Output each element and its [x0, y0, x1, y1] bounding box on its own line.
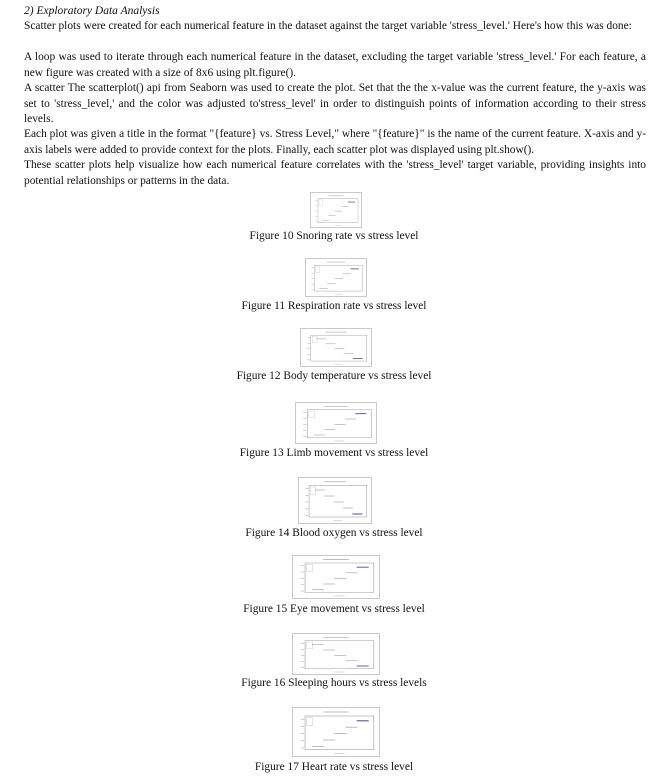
scatter-thumbnail-graphic	[306, 259, 366, 296]
thumb-legend	[312, 336, 317, 342]
figure-thumbnail	[310, 192, 362, 228]
thumb-legend	[316, 266, 320, 272]
figure-caption: Figure 14 Blood oxygen vs stress level	[245, 527, 423, 539]
figure-caption: Figure 11 Respiration rate vs stress level	[241, 300, 427, 312]
figure-caption: Figure 13 Limb movement vs stress level	[239, 447, 429, 459]
figure-caption: Figure 15 Eye movement vs stress level	[243, 603, 425, 615]
scatter-thumbnail-graphic	[293, 634, 379, 674]
scatter-thumbnail-graphic	[301, 329, 371, 366]
figure-thumbnail	[300, 328, 372, 367]
scatter-thumbnail-graphic	[296, 403, 376, 443]
scatter-thumbnail-graphic	[293, 708, 379, 756]
scatter-thumbnail-graphic	[311, 193, 361, 227]
figure-thumbnail	[305, 258, 367, 297]
figure-caption: Figure 17 Heart rate vs stress level	[254, 761, 414, 773]
figure-thumbnail	[292, 633, 380, 675]
figure-thumbnail	[292, 707, 380, 757]
figure-thumbnail	[292, 555, 380, 599]
figure-caption: Figure 12 Body temperature vs stress level	[236, 370, 432, 382]
thumb-legend	[309, 411, 315, 418]
scatter-thumbnail-graphic	[293, 556, 379, 598]
paragraph-title: Each plot was given a title in the format "{feature} vs. Stress Level," where "{feature}" is the name of the current feature. X-axis and y-axis labels were added to provide context for the plots. Finally, each scatter plot was displayed using plt.show().	[24, 128, 646, 156]
thumb-legend	[307, 642, 313, 649]
figure-caption: Figure 16 Sleeping hours vs stress levels	[241, 677, 427, 689]
figure-caption: Figure 10 Snoring rate vs stress level	[249, 230, 419, 242]
paragraph-scatter: A scatter The scatterplot() api from Seaborn was used to create the plot. Set that the the x-value was the current feature, the y-axis was set to 'stress_level,' and the color was adjusted to'stress_level' in order to distinguish points of information according to their stress levels.	[24, 82, 646, 125]
figure-thumbnail	[295, 402, 377, 444]
scatter-thumbnail-graphic	[299, 478, 371, 523]
paragraph-summary: These scatter plots help visualize how each numerical feature correlates with the 'stress_level' target variable, providing insights into potential relationships or patterns in the data.	[24, 159, 646, 187]
section-heading: 2) Exploratory Data Analysis	[24, 5, 160, 17]
figure-thumbnail	[298, 477, 372, 524]
thumb-legend	[311, 487, 316, 495]
paragraph-loop: A loop was used to iterate through each numerical feature in the dataset, excluding the target variable 'stress_level.' For each feature, a new figure was created with a size of 8x6 using plt.figure().	[24, 51, 646, 79]
thumb-legend	[307, 718, 313, 726]
thumb-legend	[319, 200, 323, 206]
thumb-legend	[307, 564, 313, 571]
paragraph-intro: Scatter plots were created for each numerical feature in the dataset against the target variable 'stress_level.' Here's how this was done:	[24, 20, 632, 32]
